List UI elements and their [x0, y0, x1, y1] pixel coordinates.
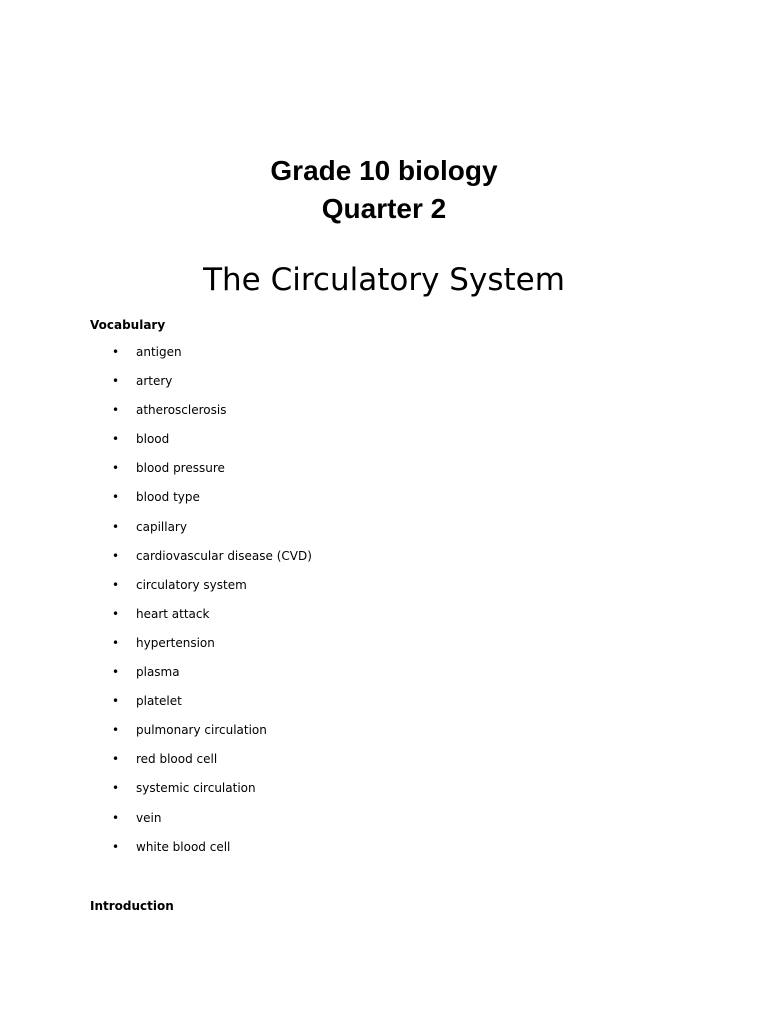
bullet-icon: •: [112, 665, 120, 680]
title-quarter: Quarter 2: [321, 193, 447, 224]
vocabulary-item: [0, 716, 768, 745]
vocabulary-item: [0, 629, 768, 658]
vocabulary-item: [0, 687, 768, 716]
vocabulary-term: circulatory system: [136, 577, 247, 592]
bullet-icon: •: [112, 810, 120, 825]
vocabulary-term: pulmonary circulation: [136, 723, 267, 738]
vocabulary-item: [0, 338, 768, 367]
vocabulary-list: [0, 338, 768, 862]
bullet-icon: •: [112, 519, 120, 534]
vocabulary-term: atherosclerosis: [136, 403, 227, 418]
bullet-icon: •: [112, 374, 120, 389]
bullet-icon: •: [112, 432, 120, 447]
bullet-icon: •: [112, 490, 120, 505]
vocabulary-term: blood: [136, 432, 170, 447]
vocabulary-item: [0, 367, 768, 396]
bullet-icon: •: [112, 403, 120, 418]
vocabulary-term: cardiovascular disease (CVD): [136, 548, 312, 563]
vocabulary-term: blood type: [136, 490, 200, 505]
vocabulary-term: red blood cell: [136, 752, 218, 767]
vocabulary-term: white blood cell: [136, 839, 231, 854]
vocabulary-term: plasma: [136, 665, 180, 680]
title-grade: Grade 10 biology: [270, 155, 498, 186]
vocabulary-term: heart attack: [136, 606, 210, 621]
vocabulary-item: [0, 658, 768, 687]
vocabulary-item: [0, 483, 768, 512]
bullet-icon: •: [112, 461, 120, 476]
vocabulary-item: [0, 804, 768, 833]
vocabulary-label: Vocabulary: [90, 318, 166, 332]
introduction-label: Introduction: [90, 899, 174, 913]
vocabulary-term: antigen: [136, 345, 182, 359]
bullet-icon: •: [112, 606, 120, 621]
chapter-heading: The Circulatory System: [203, 262, 565, 298]
vocabulary-term: systemic circulation: [136, 781, 256, 796]
bullet-icon: •: [112, 752, 120, 767]
document-title: [0, 152, 768, 228]
vocabulary-term: capillary: [136, 519, 187, 534]
bullet-icon: •: [112, 345, 120, 359]
bullet-icon: •: [112, 839, 120, 854]
vocabulary-item: [0, 425, 768, 454]
bullet-icon: •: [112, 577, 120, 592]
bullet-icon: •: [112, 548, 120, 563]
vocabulary-term: artery: [136, 374, 173, 389]
vocabulary-item: [0, 833, 768, 862]
bullet-icon: •: [112, 723, 120, 738]
vocabulary-item: [0, 542, 768, 571]
bullet-icon: •: [112, 635, 120, 650]
vocabulary-item: [0, 571, 768, 600]
vocabulary-item: [0, 600, 768, 629]
vocabulary-term: platelet: [136, 694, 182, 709]
vocabulary-item: [0, 396, 768, 425]
vocabulary-item: [0, 513, 768, 542]
vocabulary-term: blood pressure: [136, 461, 225, 476]
bullet-icon: •: [112, 781, 120, 796]
vocabulary-term: vein: [136, 810, 162, 825]
bullet-icon: •: [112, 694, 120, 709]
vocabulary-item: [0, 454, 768, 483]
vocabulary-term: hypertension: [136, 635, 215, 650]
vocabulary-item: [0, 774, 768, 803]
vocabulary-item: [0, 745, 768, 774]
